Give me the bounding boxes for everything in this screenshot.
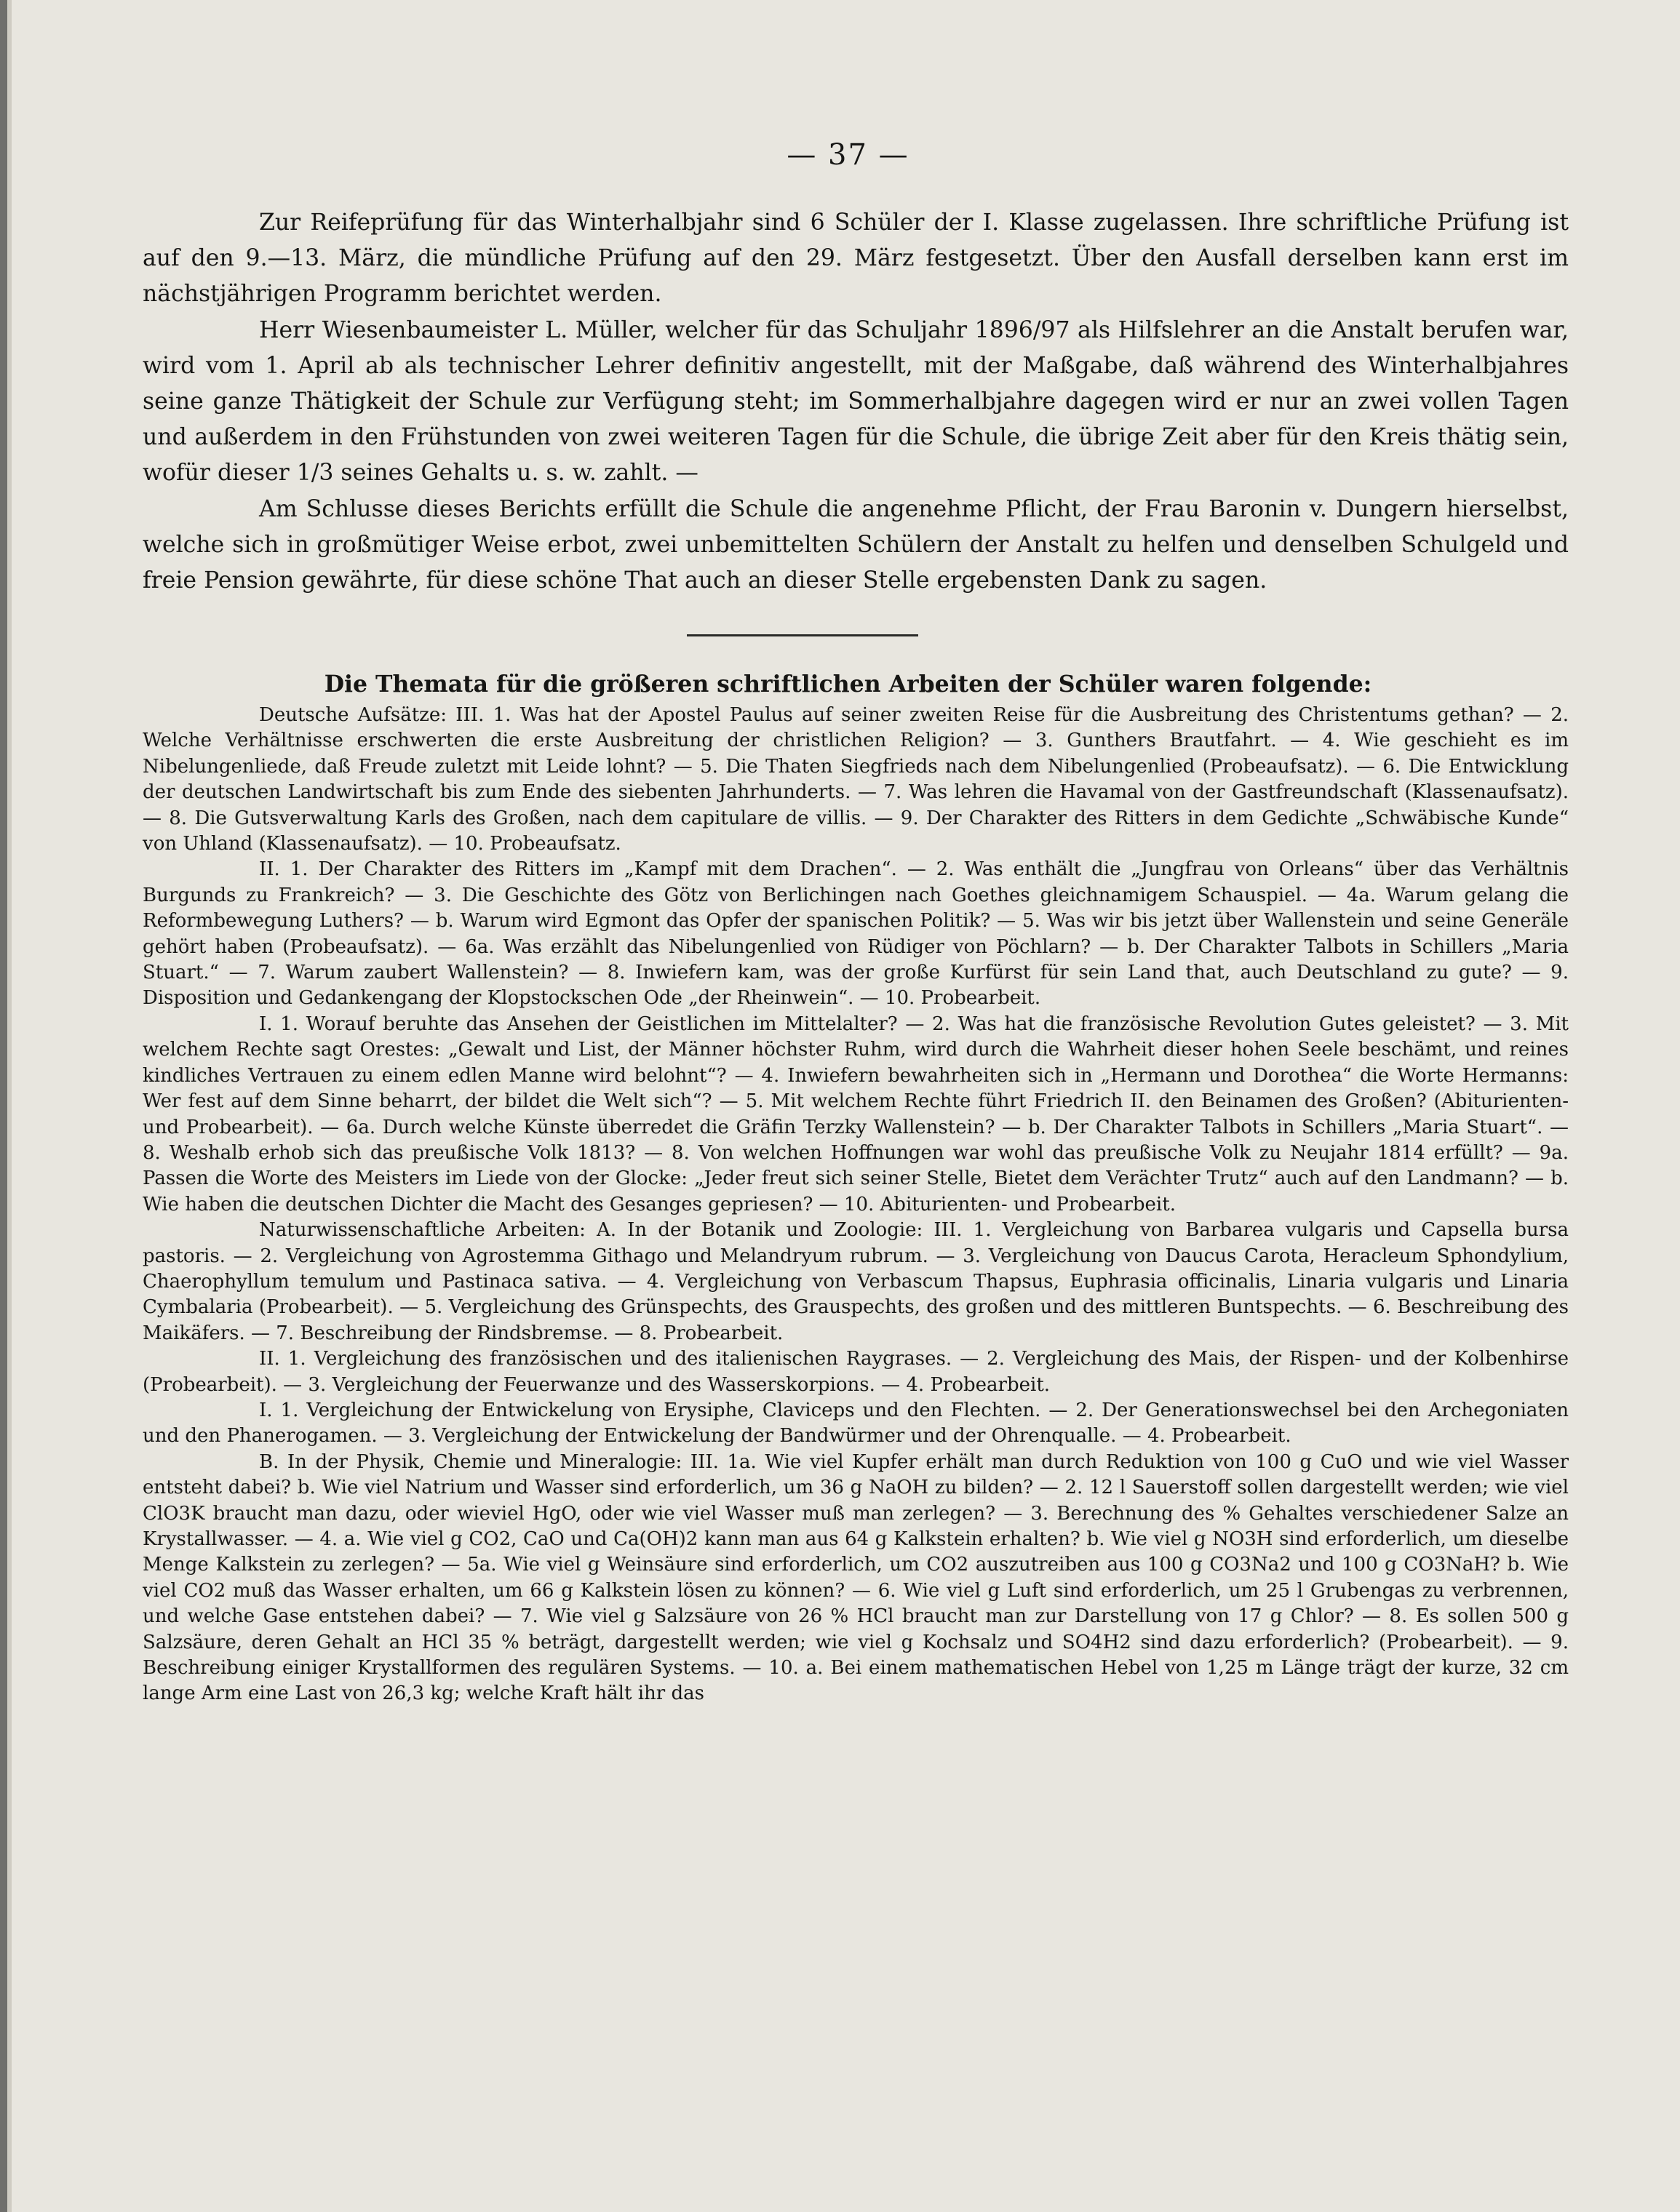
paragraph-deutsche-aufsaetze-ii: II. 1. Der Charakter des Ritters im „Kampf mit dem Drachen“. — 2. Was enthält die „Jungfrau von Orleans“ über das Verhältnis Burgunds zu Frankreich? — 3. Die Geschichte des Götz von Berlichingen nach Goethes gleichnamigem Schauspiel. — 4a. Warum gelang die Reformbewegung Luthers? — b. Warum wird Egmont das Opfer der spanischen Politik? — 5. Was wir bis jetzt über Wallenstein und seine Generäle gehört haben (Probeaufsatz). — 6a. Was erzählt das Nibelungenlied von Rüdiger von Pöchlarn? — b. Der Charakter Talbots in Schillers „Maria Stuart.“ — 7. Warum zaubert Wallenstein? — 8. Inwiefern kam, was der große Kurfürst für sein Land that, auch Deutschland zu gute? — 9. Disposition und Gedankengang der Klopstockschen Ode „der Rheinwein“. — 10. Probearbeit. [143, 858, 1569, 1010]
paragraph-naturwissenschaft-ii: II. 1. Vergleichung des französischen und des italienischen Raygrases. — 2. Vergleichung des Mais, der Rispen- und der Kolbenhirse (Probearbeit). — 3. Vergleichung der Feuerwanze und des Wasserskorpions. — 4. Probearbeit. [143, 1348, 1569, 1396]
section-divider [687, 634, 918, 636]
paragraph-deutsche-aufsaetze-iii: Deutsche Aufsätze: III. 1. Was hat der Apostel Paulus auf seiner zweiten Reise für die Ausbreitung des Christentums gethan? — 2. Welche Verhältnisse erschwerten die erste Ausbreitung der christlichen Religion? — 3. Gunthers Brautfahrt. — 4. Wie geschieht es im Nibelungenliede, daß Freude zuletzt mit Leide lohnt? — 5. Die Thaten Siegfrieds nach dem Nibelungenlied (Probeaufsatz). — 6. Die Entwicklung der deutschen Landwirtschaft bis zum Ende des siebenten Jahrhunderts. — 7. Was lehren die Havamal von der Gastfreundschaft (Klassenaufsatz). — 8. Die Gutsverwaltung Karls des Großen, nach dem capitulare de villis. — 9. Der Charakter des Ritters in dem Gedichte „Schwäbische Kunde“ von Uhland (Klassenaufsatz). — 10. Probeaufsatz. [143, 704, 1569, 855]
intro-section [143, 205, 1569, 599]
paragraph-deutsche-aufsaetze-i: I. 1. Worauf beruhte das Ansehen der Geistlichen im Mittelalter? — 2. Was hat die französische Revolution Gutes geleistet? — 3. Mit welchem Rechte sagt Orestes: „Gewalt und List, der Männer höchster Ruhm, wird durch die Wahrheit dieser hohen Seele beschämt, und reines kindliches Vertrauen zu einem edlen Manne wird belohnt“? — 4. Inwiefern bewahrheiten sich in „Hermann und Dorothea“ die Worte Hermanns: Wer fest auf dem Sinne beharrt, der bildet die Welt sich“? — 5. Mit welchem Rechte führt Friedrich II. den Beinamen des Großen? (Abiturienten- und Probearbeit). — 6a. Durch welche Künste überredet die Gräfin Terzky Wallenstein? — b. Der Charakter Talbots in Schillers „Maria Stuart“. — 8. Weshalb erhob sich das preußische Volk 1813? — 8. Von welchen Hoffnungen war wohl das preußische Volk zu Neujahr 1814 erfüllt? — 9a. Passen die Worte des Meisters im Liede von der Glocke: „Jeder freut sich seiner Stelle, Bietet dem Verächter Trutz“ auch auf den Landmann? — b. Wie haben die deutschen Dichter die Macht des Gesanges gepriesen? — 10. Abiturienten- und Probearbeit. [143, 1013, 1569, 1215]
paragraph-physik-chemie: B. In der Physik, Chemie und Mineralogie: III. 1a. Wie viel Kupfer erhält man durch Reduktion von 100 g CuO und wie viel Wasser entsteht dabei? b. Wie viel Natrium und Wasser sind erforderlich, um 36 g NaOH zu bilden? — 2. 12 l Sauerstoff sollen dargestellt werden; wie viel ClO3K braucht man dazu, oder wieviel HgO, oder wie viel Wasser muß man zerlegen? — 3. Berechnung des % Gehaltes verschiedener Salze an Krystallwasser. — 4. a. Wie viel g CO2, CaO und Ca(OH)2 kann man aus 64 g Kalkstein erhalten? b. Wie viel g NO3H sind erforderlich, um dieselbe Menge Kalkstein zu zerlegen? — 5a. Wie viel g Weinsäure sind erforderlich, um CO2 auszutreiben aus 100 g CO3Na2 und 100 g CO3NaH? b. Wie viel CO2 muß das Wasser erhalten, um 66 g Kalkstein lösen zu können? — 6. Wie viel g Luft sind erforderlich, um 25 l Grubengas zu verbrennen, und welche Gase entstehen dabei? — 7. Wie viel g Salzsäure von 26 % HCl braucht man zur Darstellung von 17 g Chlor? — 8. Es sollen 500 g Salzsäure, deren Gehalt an HCl 35 % beträgt, dargestellt werden; wie viel g Kochsalz und SO4H2 sind dazu erforderlich? (Probearbeit). — 9. Beschreibung einiger Krystallformen des regulären Systems. — 10. a. Bei einem mathematischen Hebel von 1,25 m Länge trägt der kurze, 32 cm lange Arm eine Last von 26,3 kg; welche Kraft hält ihr das [143, 1450, 1569, 1705]
document-page [7, 0, 1680, 2212]
themes-heading: Die Themata für die größeren schriftlichen Arbeiten der Schüler waren folgende: [324, 671, 1372, 698]
paragraph-reifepruefung: Zur Reifeprüfung für das Winterhalbjahr sind 6 Schüler der I. Klasse zugelassen. Ihre schriftliche Prüfung ist auf den 9.—13. März, die mündliche Prüfung auf den 29. März festgesetzt. Über den Ausfall derselben kann erst im nächstjährigen Programm berichtet werden. [143, 209, 1569, 308]
paragraph-naturwissenschaft-i: I. 1. Vergleichung der Entwickelung von Erysiphe, Claviceps und den Flechten. — 2. Der Generationswechsel bei den Archegoniaten und den Phanerogamen. — 3. Vergleichung der Entwickelung der Bandwürmer und der Ohrenqualle. — 4. Probearbeit. [143, 1399, 1569, 1448]
paragraph-dank: Am Schlusse dieses Berichts erfüllt die Schule die angenehme Pflicht, der Frau Baronin v. Dungern hierselbst, welche sich in großmütiger Weise erbot, zwei unbemittelten Schülern der Anstalt zu helfen und denselben Schulgeld und freie Pension gewährte, für diese schöne That auch an dieser Stelle ergebensten Dank zu sagen. [143, 495, 1569, 594]
paragraph-lehrer-mueller: Herr Wiesenbaumeister L. Müller, welcher für das Schuljahr 1896/97 als Hilfslehrer an die Anstalt berufen war, wird vom 1. April ab als technischer Lehrer definitiv angestellt, mit der Maßgabe, daß während des Winterhalbjahres seine ganze Thätigkeit der Schule zur Verfügung steht; im Sommerhalbjahre dagegen wird er nur an zwei vollen Tagen und außerdem in den Frühstunden von zwei weiteren Tagen für die Schule, die übrige Zeit aber für den Kreis thätig sein, wofür dieser 1/3 seines Gehalts u. s. w. zahlt. — [143, 316, 1569, 487]
paragraph-naturwissenschaft-iii: Naturwissenschaftliche Arbeiten: A. In der Botanik und Zoologie: III. 1. Vergleichung von Barbarea vulgaris und Capsella bursa pastoris. — 2. Vergleichung von Agrostemma Githago und Melandryum rubrum. — 3. Vergleichung von Daucus Carota, Heracleum Sphondylium, Chaerophyllum temulum und Pastinaca sativa. — 4. Vergleichung von Verbascum Thapsus, Euphrasia officinalis, Linaria vulgaris und Linaria Cymbalaria (Probearbeit). — 5. Vergleichung des Grünspechts, des Grauspechts, des großen und des mittleren Buntspechts. — 6. Beschreibung des Maikäfers. — 7. Beschreibung der Rindsbremse. — 8. Probearbeit. [143, 1219, 1569, 1344]
page-number: — 37 — [787, 138, 909, 172]
themes-section [143, 703, 1569, 1707]
